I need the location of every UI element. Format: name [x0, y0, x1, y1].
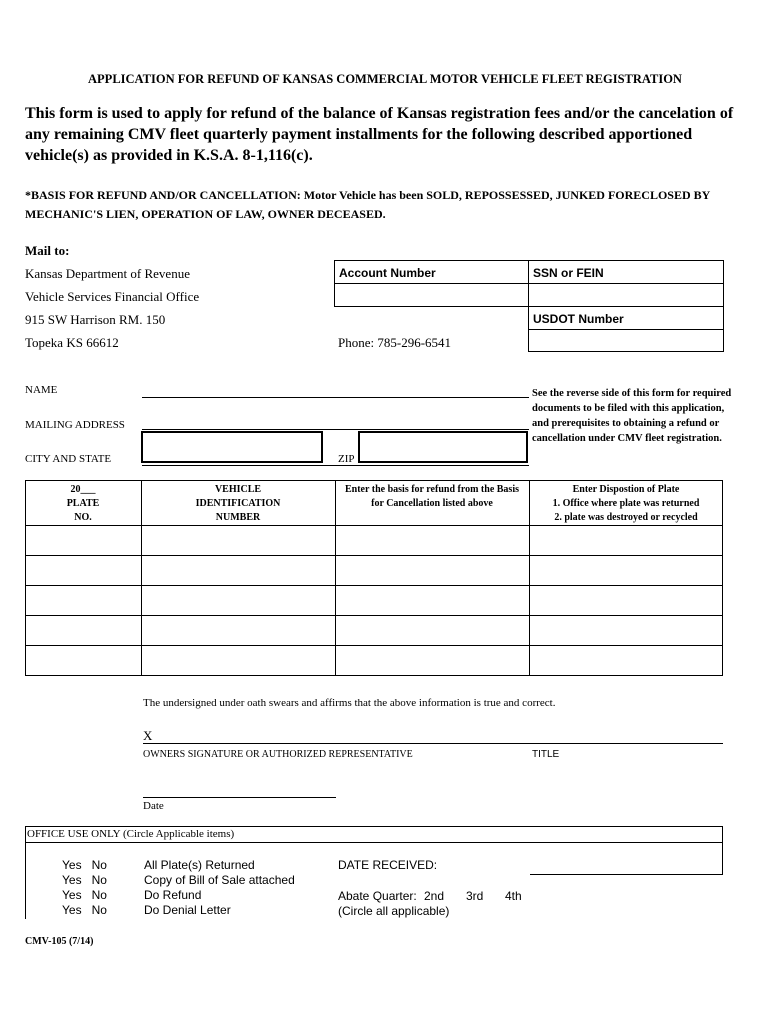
disposition-header: [529, 483, 723, 525]
table-row-4-basis-cell[interactable]: [336, 616, 529, 645]
ssn-fein-label: SSN or FEIN: [533, 266, 604, 280]
office-use-left-rule: [25, 843, 26, 919]
vin-header-line2: IDENTIFICATION: [195, 498, 281, 509]
table-row-1-disposition-cell[interactable]: [530, 526, 722, 555]
account-number-field[interactable]: [334, 283, 529, 307]
usdot-number-field[interactable]: [528, 329, 724, 352]
table-row-3-basis-cell[interactable]: [336, 586, 529, 615]
office-item-labels: [144, 858, 295, 918]
table-row-3-disposition-cell[interactable]: [530, 586, 722, 615]
city-state-underline: [142, 465, 529, 466]
table-row-1-vin-cell[interactable]: [142, 526, 335, 555]
basis-header-line2: for Cancellation listed above: [371, 498, 493, 509]
signature-x-mark: X: [143, 728, 153, 743]
table-row-2-disposition-cell[interactable]: [530, 556, 722, 585]
form-title: APPLICATION FOR REFUND OF KANSAS COMMERCIAL MOTOR VEHICLE FLEET REGISTRATION: [88, 72, 682, 86]
date-field[interactable]: [143, 797, 336, 798]
office-item-4-label: Do Denial Letter: [144, 903, 231, 917]
ssn-header: [528, 260, 724, 284]
circle-all-note: (Circle all applicable): [338, 904, 450, 918]
no-label: NO.: [74, 512, 92, 523]
phone-number: Phone: 785-296-6541: [338, 335, 452, 350]
table-row-3-vin-cell[interactable]: [142, 586, 335, 615]
disposition-header-line3: 2. plate was destroyed or recycled: [554, 512, 698, 523]
mail-address-line3: 915 SW Harrison RM. 150: [25, 312, 166, 327]
vin-header-line1: VEHICLE: [214, 484, 262, 495]
date-received-field[interactable]: [530, 874, 722, 875]
quarter-4th[interactable]: 4th: [505, 889, 522, 903]
table-row-4-plate-cell[interactable]: [26, 616, 141, 645]
office-item-2-yesno[interactable]: Yes No: [62, 873, 107, 887]
quarter-2nd[interactable]: 2nd: [424, 889, 445, 903]
city-state-label: CITY AND STATE: [25, 453, 112, 465]
mail-address-line2: Vehicle Services Financial Office: [25, 289, 200, 304]
mailing-address-field[interactable]: [142, 429, 529, 430]
oath-statement: The undersigned under oath swears and affirms that the above information is true and correct.: [143, 697, 556, 709]
office-item-3-label: Do Refund: [144, 888, 202, 902]
table-row-4-disposition-cell[interactable]: [530, 616, 722, 645]
account-number-header: [334, 260, 529, 284]
usdot-number-label: USDOT Number: [533, 312, 624, 326]
table-row-3-plate-cell[interactable]: [26, 586, 141, 615]
abate-quarter-label: Abate Quarter:: [338, 889, 417, 903]
table-row-2-vin-cell[interactable]: [142, 556, 335, 585]
date-received-label: DATE RECEIVED:: [338, 858, 438, 872]
basis-header: [335, 483, 529, 511]
zip-field[interactable]: [358, 431, 528, 463]
reverse-side-note: See the reverse side of this form for required documents to be filed with this application, and prerequisites to obtaining a refund or cancellation under CMV fleet registration.: [532, 388, 732, 444]
table-row-2-plate-cell[interactable]: [26, 556, 141, 585]
plate-year-label: 20___: [70, 484, 96, 495]
basis-header-line1: Enter the basis for refund from the Basis: [345, 484, 519, 495]
vehicle-table: [25, 480, 723, 676]
table-row-5-plate-cell[interactable]: [26, 646, 141, 675]
city-state-field[interactable]: [141, 431, 323, 463]
office-use-header: OFFICE USE ONLY (Circle Applicable items): [27, 828, 235, 840]
account-number-label: Account Number: [339, 266, 436, 280]
basis-for-refund: *BASIS FOR REFUND AND/OR CANCELLATION: Motor Vehicle has been SOLD, REPOSSESSED, JUNKED FORECLOSED BY MECHANIC'S LIEN, OPERATION OF LAW, OWNER DECEASED.: [25, 188, 710, 221]
table-row-1-basis-cell[interactable]: [336, 526, 529, 555]
account-ids-grid: [334, 260, 724, 352]
table-row-1-plate-cell[interactable]: [26, 526, 141, 555]
office-yes-no-list: [62, 858, 107, 918]
usdot-header: [528, 306, 724, 330]
form-intro: This form is used to apply for refund of the balance of Kansas registration fees and/or the cancelation of any remaining CMV fleet quarterly payment installments for the following described apportioned vehicle(s) as provided in K.S.A. 8-1,116(c).: [25, 105, 734, 164]
mail-address-line4: Topeka KS 66612: [25, 335, 119, 350]
vin-header: [141, 483, 335, 525]
vin-header-line3: NUMBER: [215, 512, 261, 523]
office-item-1-label: All Plate(s) Returned: [144, 858, 255, 872]
name-field[interactable]: [142, 397, 529, 398]
form-id: CMV-105 (7/14): [25, 936, 94, 947]
owner-signature-label: OWNERS SIGNATURE OR AUTHORIZED REPRESENTATIVE: [143, 749, 413, 760]
zip-label: ZIP: [338, 453, 355, 465]
table-row-5-vin-cell[interactable]: [142, 646, 335, 675]
plate-no-header: [25, 483, 141, 525]
owner-signature-field[interactable]: [143, 743, 723, 744]
disposition-header-line1: Enter Dispostion of Plate: [572, 484, 680, 495]
office-item-2-label: Copy of Bill of Sale attached: [144, 873, 295, 887]
date-label: Date: [143, 800, 164, 812]
mailing-address-label: MAILING ADDRESS: [25, 419, 125, 431]
table-row-5-disposition-cell[interactable]: [530, 646, 722, 675]
quarter-3rd[interactable]: 3rd: [466, 889, 484, 903]
mail-address-line1: Kansas Department of Revenue: [25, 266, 190, 281]
office-item-4-yesno[interactable]: Yes No: [62, 903, 107, 917]
table-row-5-basis-cell[interactable]: [336, 646, 529, 675]
table-row-2-basis-cell[interactable]: [336, 556, 529, 585]
office-use-right-rule: [722, 843, 723, 875]
mail-to-label: Mail to:: [25, 243, 70, 258]
table-row-4-vin-cell[interactable]: [142, 616, 335, 645]
disposition-header-line2: 1. Office where plate was returned: [552, 498, 700, 509]
plate-label: PLATE: [66, 498, 100, 509]
ssn-fein-field[interactable]: [528, 283, 724, 307]
office-item-3-yesno[interactable]: Yes No: [62, 888, 107, 902]
office-item-1-yesno[interactable]: Yes No: [62, 858, 107, 872]
title-label: TITLE: [532, 749, 560, 760]
name-label: NAME: [25, 384, 58, 396]
